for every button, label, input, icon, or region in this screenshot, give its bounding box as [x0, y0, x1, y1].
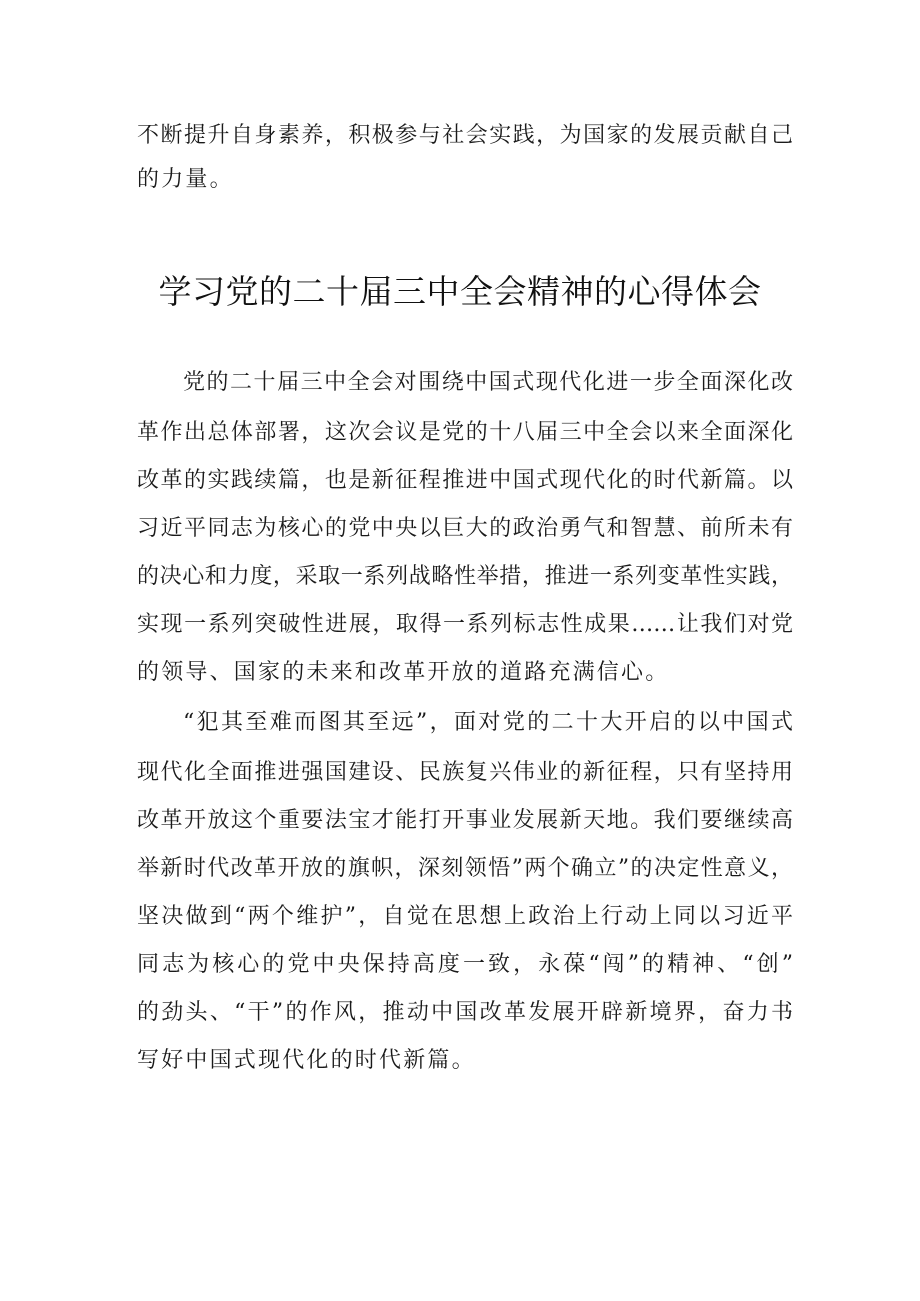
paragraph-2-line-7: 的劲头、“干”的作风，推动中国改革发展开辟新境界，奋力书 [137, 1000, 793, 1025]
paragraph-1-line-5: 的决心和力度，采取一系列战略性举措，推进一系列变革性实践， [137, 564, 793, 589]
paragraph-2-line-1: “犯其至难而图其至远”，面对党的二十大开启的以中国式 [183, 710, 793, 735]
paragraph-2-line-2: 现代化全面推进强国建设、民族复兴伟业的新征程，只有坚持用 [137, 760, 793, 785]
paragraph-2-line-6: 同志为核心的党中央保持高度一致，永葆“闯”的精神、“创” [137, 952, 793, 977]
intro-line-1: 不断提升自身素养，积极参与社会实践，为国家的发展贡献自己 [137, 123, 793, 148]
paragraph-1-line-6: 实现一系列突破性进展，取得一系列标志性成果……让我们对党 [137, 612, 793, 637]
paragraph-2-line-8: 写好中国式现代化的时代新篇。 [137, 1048, 476, 1073]
paragraph-2-line-3: 改革开放这个重要法宝才能打开事业发展新天地。我们要继续高 [137, 808, 793, 833]
intro-line-2: 的力量。 [137, 167, 234, 192]
paragraph-2-line-5: 坚决做到“两个维护”，自觉在思想上政治上行动上同以习近平 [137, 904, 793, 929]
paragraph-1-line-3: 改革的实践续篇，也是新征程推进中国式现代化的时代新篇。以 [137, 468, 793, 493]
paragraph-1-line-1: 党的二十届三中全会对围绕中国式现代化进一步全面深化改 [183, 370, 793, 395]
paragraph-2-line-4: 举新时代改革开放的旗帜，深刻领悟”两个确立”的决定性意义， [137, 856, 793, 881]
paragraph-1-line-2: 革作出总体部署，这次会议是党的十八届三中全会以来全面深化 [137, 420, 793, 445]
article-title: 学习党的二十届三中全会精神的心得体会 [158, 272, 762, 311]
paragraph-1-line-4: 习近平同志为核心的党中央以巨大的政治勇气和智慧、前所未有 [137, 516, 793, 541]
paragraph-1-line-7: 的领导、国家的未来和改革开放的道路充满信心。 [137, 660, 670, 685]
